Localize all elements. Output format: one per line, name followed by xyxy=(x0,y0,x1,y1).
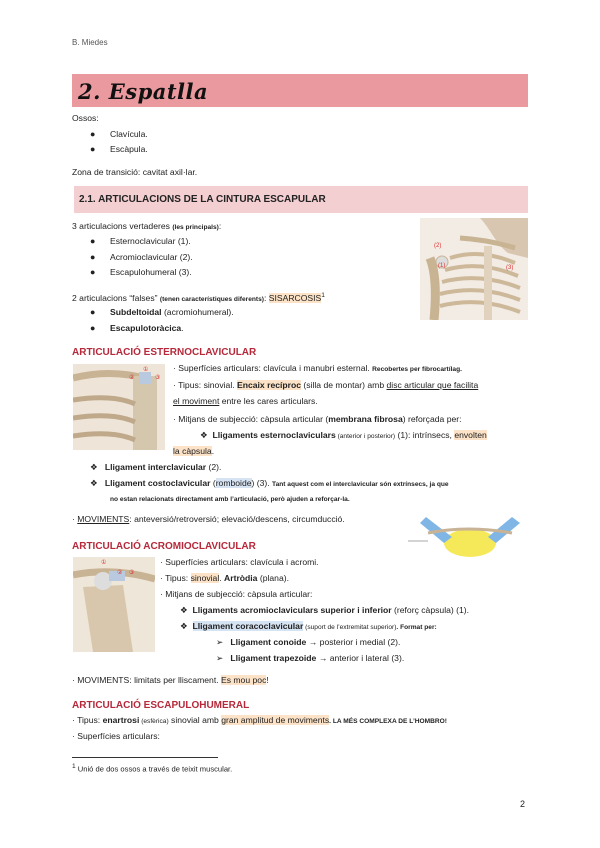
acromio-type: · Tipus: sinovial. Artròdia (plana). xyxy=(160,573,289,583)
subsection-banner xyxy=(74,186,528,213)
true-joints-intro: 3 articulacions vertaderes (les principals): xyxy=(72,221,222,231)
esterno-ligaments-1: ❖ Lligaments esternoclaviculars (anterior i posterior) (1): intrínsecs, envolten xyxy=(200,430,487,440)
acromio-moviments: · MOVIMENTS: limitats per lliscament. Es mou poc! xyxy=(72,675,269,685)
ossos-label: Ossos: xyxy=(72,113,99,123)
diamond-bullet-icon: ❖ xyxy=(180,605,188,615)
page-number: 2 xyxy=(520,799,526,809)
list-item: Escapulohumeral (3). xyxy=(110,267,192,277)
esterno-type: · Tipus: sinovial. Encaix recíproc (silla de montar) amb disc articular que facilita xyxy=(173,380,479,390)
section-banner xyxy=(72,74,528,107)
acromioclavicular-heading: ARTICULACIÓ ACROMIOCLAVICULAR xyxy=(72,541,256,552)
acromio-conoide: ➢ Lligament conoide → posterior i medial (2). xyxy=(216,637,401,647)
esterno-ligaments-1-cont: la càpsula. xyxy=(173,446,215,456)
list-item: Subdeltoidal (acromiohumeral). xyxy=(110,307,234,317)
section-title: 2. Espatlla xyxy=(78,79,209,104)
esterno-ligament-2: ❖ Lligament interclavicular (2). xyxy=(90,462,222,472)
acromio-surfaces: · Superfícies articulars: clavícula i acromi. xyxy=(160,557,319,567)
footnote-divider xyxy=(72,757,218,758)
list-item: Esternoclavicular (1). xyxy=(110,236,191,246)
acromio-trapezoide: ➢ Lligament trapezoide → anterior i lateral (3). xyxy=(216,653,405,663)
esterno-type-cont: el moviment entre les cares articulars. xyxy=(173,396,318,406)
diamond-bullet-icon: ❖ xyxy=(90,478,98,488)
acromio-ligament-coraco: ❖ Lligament coracoclavicular (suport de l’extremitat superior). Format per: xyxy=(180,621,437,631)
esterno-ligament-3: ❖ Lligament costoclavicular (romboide) (3). Tant aquest com el interclavicular són extrínsecs, ja que xyxy=(90,478,449,488)
esterno-surfaces: · Superfícies articulars: clavícula i manubri esternal. Recobertes per fibrocartílag. xyxy=(173,363,462,373)
escapulo-surfaces: · Superfícies articulars: xyxy=(72,731,160,741)
escapulohumeral-heading: ARTICULACIÓ ESCAPULOHUMERAL xyxy=(72,700,250,711)
subsection-title: 2.1. ARTICULACIONS DE LA CINTURA ESCAPULAR xyxy=(79,194,326,205)
movements-figure xyxy=(408,511,530,557)
author-header: B. Miedes xyxy=(72,38,108,47)
esterno-subjeccio: · Mitjans de subjecció: càpsula articular (membrana fibrosa) reforçada per: xyxy=(173,414,462,424)
arrow-bullet-icon: ➢ xyxy=(216,637,224,647)
bullet-icon: ● xyxy=(90,307,96,317)
bullet-icon: ● xyxy=(90,267,96,277)
esternoclavicular-heading: ARTICULACIÓ ESTERNOCLAVICULAR xyxy=(72,347,257,358)
esterno-ligament-3-cont: no estan relacionats directament amb l’articulació, però ajuden a reforçar-la. xyxy=(110,496,350,503)
acromio-subjeccio: · Mitjans de subjecció: càpsula articular: xyxy=(160,589,313,599)
zona-text: Zona de transició: cavitat axil·lar. xyxy=(72,167,198,177)
diamond-bullet-icon: ❖ xyxy=(90,462,98,472)
bullet-icon: ● xyxy=(90,323,96,333)
acromio-ligaments-1: ❖ Lligaments acromioclaviculars superior i inferior (reforç càpsula) (1). xyxy=(180,605,470,615)
escapulo-type: · Tipus: enartrosi (esfèrica) sinovial amb gran amplitud de moviments. LA MÉS COMPLEXA DE L’HOMBRO! xyxy=(72,715,448,725)
list-item: Clavícula. xyxy=(110,129,148,139)
list-item: Escapulotoràcica. xyxy=(110,323,184,333)
bullet-icon: ● xyxy=(90,236,96,246)
false-joints-intro: 2 articulacions “falses” (tenen característiques diferents): SISARCOSIS$^1$ xyxy=(72,292,325,303)
bullet-icon: ● xyxy=(90,252,96,262)
bullet-icon: ● xyxy=(90,129,96,139)
acromioclavicular-figure: ① ② ③ xyxy=(73,557,155,652)
sisarcosis-term: SISARCOSIS xyxy=(268,292,322,303)
shoulder-girdle-figure: (2) (1) (3) xyxy=(420,218,528,320)
footnote: $^1$ Unió de dos ossos a través de teixit muscular. xyxy=(72,763,233,774)
bullet-icon: ● xyxy=(90,144,96,154)
esternoclavicular-figure: ① ② ③ xyxy=(73,364,165,450)
list-item: Escàpula. xyxy=(110,144,148,154)
esterno-moviments: · MOVIMENTS: anteversió/retroversió; elevació/descens, circumducció. xyxy=(72,514,345,524)
diamond-bullet-icon: ❖ xyxy=(200,430,208,440)
arrow-bullet-icon: ➢ xyxy=(216,653,224,663)
diamond-bullet-icon: ❖ xyxy=(180,621,188,631)
list-item: Acromioclavicular (2). xyxy=(110,252,193,262)
